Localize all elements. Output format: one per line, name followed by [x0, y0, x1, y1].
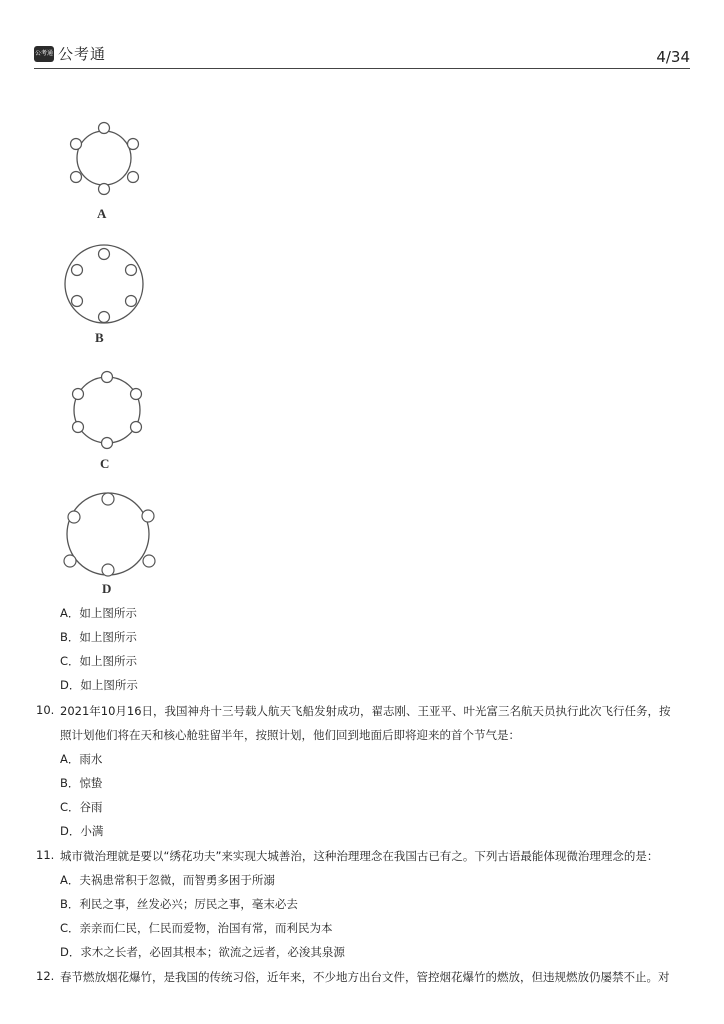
page-number: 4/34 — [656, 48, 690, 66]
q11-stem-line1: 城市微治理就是要以“绣花功夫”来实现大城善治，这种治理理念在我国古已有之。下列古语最能体现微治理理念的是： — [60, 849, 659, 863]
figure-c-label: C — [100, 456, 110, 471]
q9-option-d: D．如上图所示 — [60, 678, 138, 692]
q9-option-b: B．如上图所示 — [60, 630, 137, 644]
brand-name: 公考通 — [58, 45, 107, 63]
q9-option-c: C．如上图所示 — [60, 654, 138, 668]
figure-b-label: B — [95, 330, 104, 345]
brand-logo: 公考通 — [34, 46, 54, 62]
q11-option-a: A．夫祸患常积于忽微，而智勇多困于所溺 — [60, 873, 275, 887]
q11-option-d: D．求木之长者，必固其根本；欲流之远者，必浚其泉源 — [60, 945, 345, 959]
q11-option-c: C．亲亲而仁民，仁民而爱物，治国有常，而利民为本 — [60, 921, 333, 935]
q12-stem-line1: 春节燃放烟花爆竹，是我国的传统习俗，近年来，不少地方出台文件，管控烟花爆竹的燃放，但违规燃放仍屡禁不止。对 — [60, 970, 670, 984]
q9-option-a: A．如上图所示 — [60, 606, 137, 620]
q11-number: 11. — [36, 848, 55, 862]
figure-c — [66, 368, 156, 474]
q10-option-a: A．雨水 — [60, 752, 103, 766]
page-header — [34, 42, 690, 69]
figure-b — [62, 242, 152, 348]
q10-number: 10. — [36, 703, 55, 717]
figure-d-label: D — [102, 581, 112, 596]
figure-d — [58, 490, 158, 598]
q11-option-b: B．利民之事，丝发必兴；厉民之事，毫末必去 — [60, 897, 298, 911]
q10-option-c: C．谷雨 — [60, 800, 103, 814]
q10-stem-line1: 2021年10月16日，我国神舟十三号载人航天飞船发射成功，翟志刚、王亚平、叶光富三名航天员执行此次飞行任务，按 — [60, 704, 671, 718]
figure-a-label: A — [97, 206, 107, 221]
q12-number: 12. — [36, 969, 55, 983]
q10-option-b: B．惊蛰 — [60, 776, 103, 790]
q10-stem-line2: 照计划他们将在天和核心舱驻留半年，按照计划，他们回到地面后即将迎来的首个节气是： — [60, 728, 520, 742]
q10-option-d: D．小满 — [60, 824, 104, 838]
figure-a — [66, 118, 146, 224]
